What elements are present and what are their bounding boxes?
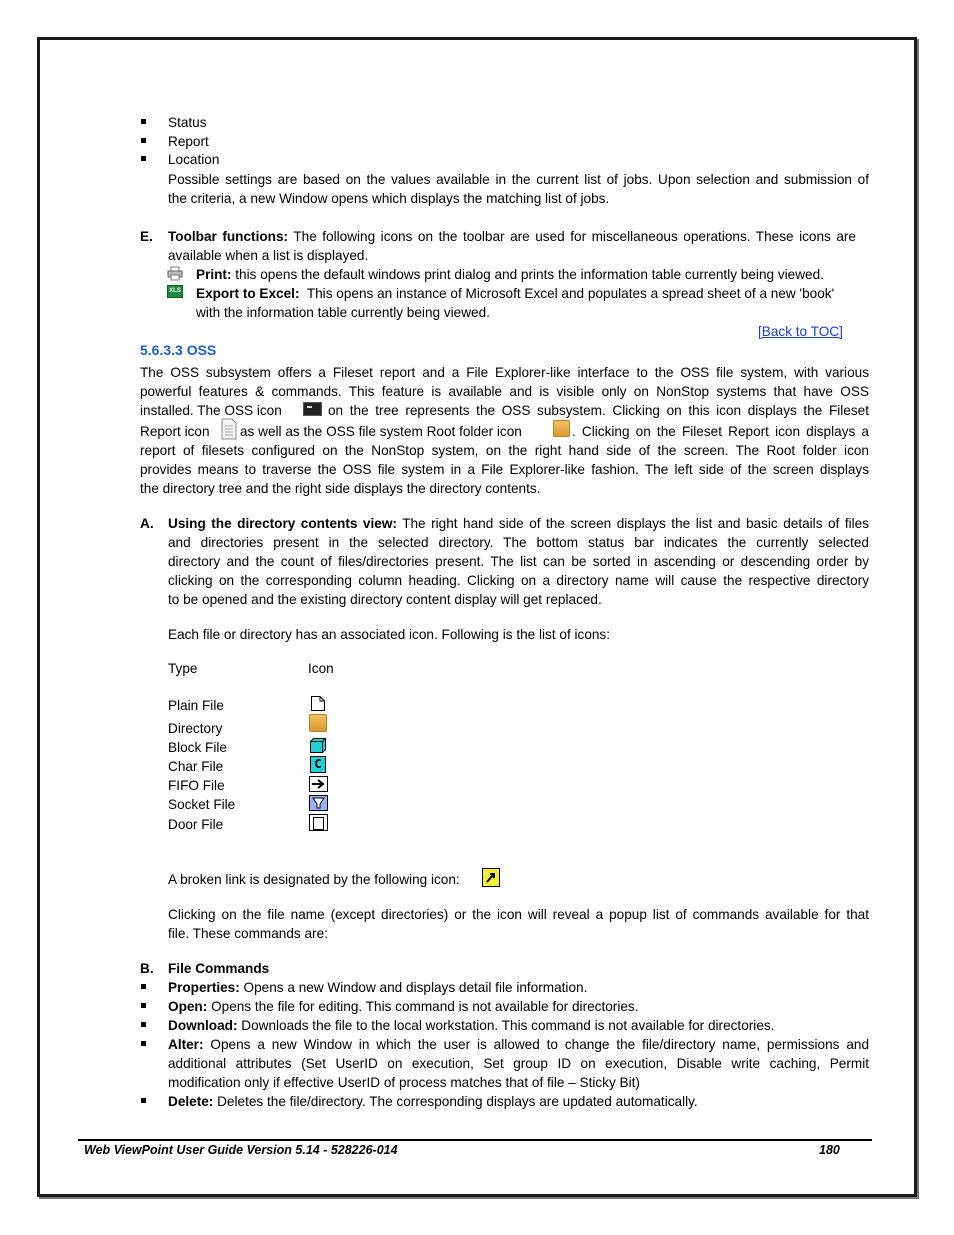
- bullet: [141, 156, 146, 161]
- command-item: [168, 978, 587, 997]
- section-a-line: clicking on the corresponding column heading. Clicking on a directory name will cause the respective directory: [168, 573, 869, 588]
- bullet: [141, 119, 146, 124]
- paragraph-line: as well as the OSS file system Root folder icon: [240, 424, 522, 439]
- fifo-file-icon: [309, 776, 328, 792]
- paragraph-line: the directory tree and the right side displays the directory contents.: [140, 481, 541, 496]
- list-item: Location: [168, 152, 220, 167]
- list-item: Status: [168, 115, 207, 130]
- bullet: [141, 1003, 146, 1008]
- command-item: [168, 1016, 774, 1035]
- command-text: Opens a new Window in which the user is allowed to change the file/directory name, permissions and: [210, 1037, 870, 1052]
- bullet: [141, 1041, 146, 1046]
- excel-icon: XLS: [167, 285, 183, 298]
- command-label: Open:: [168, 999, 208, 1014]
- printer-icon: [167, 266, 183, 281]
- section-heading: 5.6.3.3 OSS: [140, 342, 217, 358]
- fileset-report-icon: [220, 418, 238, 440]
- excel-label: Export to Excel:: [196, 286, 300, 301]
- broken-link-text: A broken link is designated by the following icon:: [168, 872, 460, 887]
- section-e-line: available when a list is displayed.: [168, 248, 369, 263]
- print-text: this opens the default windows print dialog and prints the information table currently being viewed.: [235, 267, 824, 282]
- paragraph-line: The OSS subsystem offers a Fileset report and a File Explorer-like interface to the OSS file system, with various: [140, 365, 869, 380]
- print-label: Print:: [196, 267, 232, 282]
- section-marker: A.: [140, 516, 154, 531]
- section-a-line: [168, 514, 869, 533]
- root-folder-icon: [553, 420, 570, 437]
- paragraph-line: report of filesets configured on the NonStop system, on the right hand side of the screen. The Root folder icon: [140, 443, 869, 458]
- excel-text-line: with the information table currently being viewed.: [196, 305, 490, 320]
- oss-terminal-icon: [303, 402, 322, 416]
- paragraph-line: provides means to traverse the OSS file system in a File Explorer-like fashion. The left side of the screen displays: [140, 462, 869, 477]
- section-a-line: and directories present in the selected directory. The bottom status bar indicates the currently selected: [168, 535, 869, 550]
- command-item: [168, 997, 638, 1016]
- column-header-icon: Icon: [308, 661, 334, 676]
- section-a-line: to be opened and the existing directory content display will get replaced.: [168, 592, 602, 607]
- page-number: 180: [819, 1143, 840, 1157]
- type-label: Directory: [168, 721, 223, 736]
- command-label: Delete:: [168, 1094, 214, 1109]
- paragraph-line: Clicking on the file name (except directories) or the icon will reveal a popup list of commands available for that: [168, 907, 869, 922]
- type-label: Block File: [168, 740, 227, 755]
- command-item: [168, 1092, 698, 1111]
- command-label: Alter:: [168, 1037, 204, 1052]
- paragraph-line: the criteria, a new Window opens which displays the matching list of jobs.: [168, 191, 610, 206]
- section-e-line: [168, 227, 856, 246]
- back-to-toc-link[interactable]: [Back to TOC]: [758, 324, 843, 339]
- paragraph-line: installed. The OSS icon: [140, 403, 282, 418]
- type-label: Char File: [168, 759, 224, 774]
- paragraph-line: . Clicking on the Fileset Report icon displays a: [572, 424, 869, 439]
- section-marker: B.: [140, 961, 154, 976]
- paragraph-line: on the tree represents the OSS subsystem. Clicking on this icon displays the Fileset: [328, 403, 869, 418]
- command-text: Opens a new Window and displays detail file information.: [243, 980, 588, 995]
- footer-rule: [78, 1139, 872, 1141]
- paragraph-line: Report icon: [140, 424, 210, 439]
- broken-link-icon: [482, 868, 500, 887]
- char-file-icon: C: [310, 756, 326, 773]
- type-label: Door File: [168, 817, 224, 832]
- list-item: Report: [168, 134, 209, 149]
- section-text: The right hand side of the screen displays the list and basic details of files: [402, 516, 869, 531]
- column-header-type: Type: [168, 661, 198, 676]
- footer-title: Web ViewPoint User Guide Version 5.14 - 528226-014: [84, 1143, 398, 1157]
- excel-description: [196, 284, 834, 303]
- command-item: [168, 1035, 869, 1054]
- command-text-line: additional attributes (Set UserID on execution, Set group ID on execution, Disable write caching, Permit: [168, 1056, 869, 1071]
- section-title: Toolbar functions:: [168, 229, 289, 244]
- command-text-line: modification only if effective UserID of process matches that of file – Sticky Bit): [168, 1075, 640, 1090]
- bullet: [141, 984, 146, 989]
- bullet: [141, 1098, 146, 1103]
- command-text: Opens the file for editing. This command is not available for directories.: [211, 999, 639, 1014]
- type-label: FIFO File: [168, 778, 225, 793]
- type-label: Plain File: [168, 698, 224, 713]
- paragraph-line: powerful features & commands. This feature is available and is visible only on NonStop systems that have OSS: [140, 384, 869, 399]
- paragraph-line: Possible settings are based on the values available in the current list of jobs. Upon selection and submission of: [168, 172, 869, 187]
- print-description: [196, 265, 824, 284]
- command-label: Download:: [168, 1018, 238, 1033]
- plain-file-icon: [310, 695, 326, 712]
- folder-icon: [309, 714, 327, 732]
- section-text: The following icons on the toolbar are used for miscellaneous operations. These icons are: [293, 229, 856, 244]
- section-title: Using the directory contents view:: [168, 516, 397, 531]
- section-marker: E.: [140, 229, 153, 244]
- section-a-line: directory and the count of files/directories present. The list can be sorted in ascending or descending order by: [168, 554, 869, 569]
- type-label: Socket File: [168, 797, 236, 812]
- section-title: File Commands: [168, 961, 270, 976]
- command-text: Deletes the file/directory. The corresponding displays are updated automatically.: [217, 1094, 698, 1109]
- bullet: [141, 138, 146, 143]
- block-file-icon: [309, 737, 327, 754]
- door-file-icon: [309, 814, 328, 831]
- command-label: Properties:: [168, 980, 240, 995]
- command-text: Downloads the file to the local workstation. This command is not available for directories.: [241, 1018, 775, 1033]
- bullet: [141, 1022, 146, 1027]
- paragraph-line: file. These commands are:: [168, 926, 328, 941]
- socket-file-icon: [309, 795, 328, 811]
- icons-intro: Each file or directory has an associated icon. Following is the list of icons:: [168, 627, 611, 642]
- excel-text: This opens an instance of Microsoft Excel and populates a spread sheet of a new 'book': [306, 286, 835, 301]
